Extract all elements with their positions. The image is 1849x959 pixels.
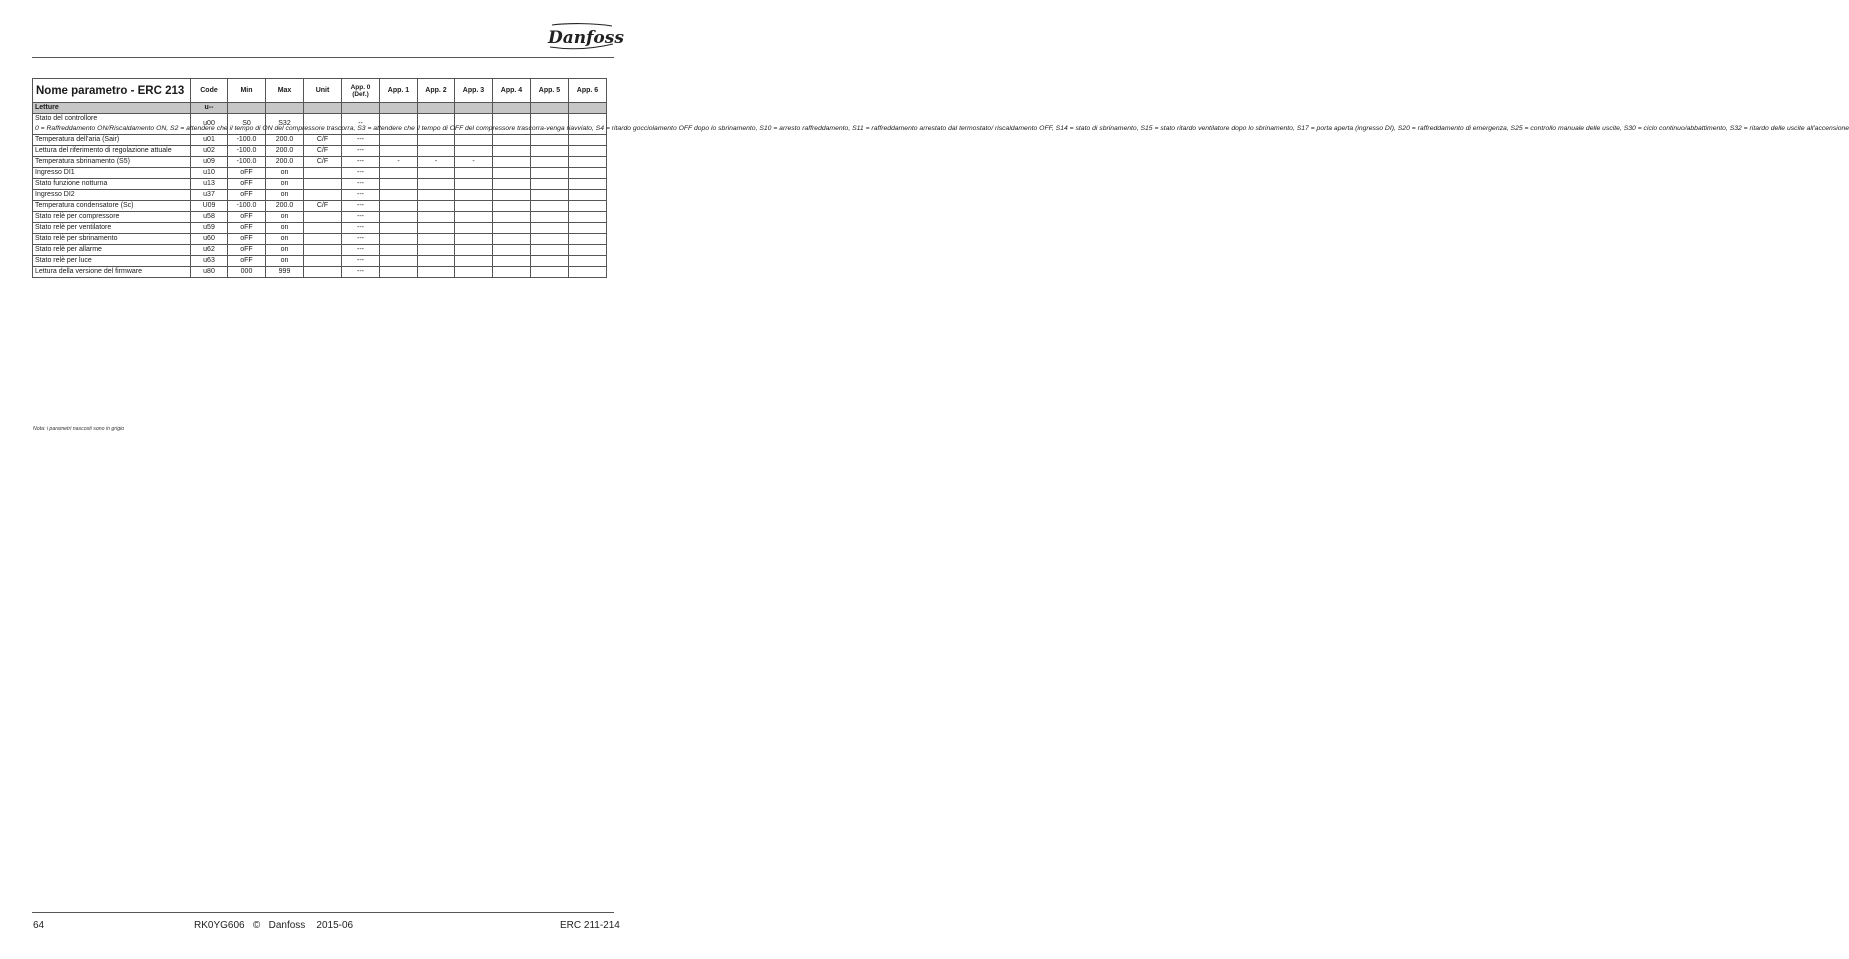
cell-app4 xyxy=(493,190,531,201)
cell-app3 xyxy=(455,201,493,212)
section-code: u-- xyxy=(191,103,228,114)
table-row xyxy=(33,157,607,168)
stato-title: Stato del controllore xyxy=(35,115,98,122)
cell-unit: C/F xyxy=(304,135,342,146)
cell-code: u59 xyxy=(191,223,228,234)
cell-name: Stato relè per luce xyxy=(33,256,191,267)
cell-name: Temperatura sbrinamento (S5) xyxy=(33,157,191,168)
stato-app0: -- xyxy=(342,114,380,135)
cell-max: on xyxy=(266,179,304,190)
parameter-table xyxy=(32,78,1849,278)
cell-app5 xyxy=(531,267,569,278)
header-unit: Unit xyxy=(304,79,342,103)
cell-app4 xyxy=(493,146,531,157)
table-row xyxy=(33,234,607,245)
header-app4: App. 4 xyxy=(493,79,531,103)
header-app5: App. 5 xyxy=(531,79,569,103)
cell-code: u58 xyxy=(191,212,228,223)
cell-min: oFF xyxy=(228,168,266,179)
cell-app0: --- xyxy=(342,256,380,267)
cell-app5 xyxy=(531,223,569,234)
cell-max: on xyxy=(266,245,304,256)
cell-app0: --- xyxy=(342,212,380,223)
cell-name: Ingresso DI2 xyxy=(33,190,191,201)
header-app0: App. 0 (Def.) xyxy=(342,79,380,103)
cell-app1 xyxy=(380,245,418,256)
cell-max: 200.0 xyxy=(266,201,304,212)
table-row xyxy=(33,168,607,179)
cell-app6 xyxy=(569,179,607,190)
section-label: Letture xyxy=(33,103,191,114)
cell-app1 xyxy=(380,256,418,267)
cell-min: oFF xyxy=(228,245,266,256)
cell-app5 xyxy=(531,201,569,212)
header-app6: App. 6 xyxy=(569,79,607,103)
stato-description: 0 = Raffreddamento ON/Riscaldamento ON, S2 = attendere che il tempo di ON del compressore trascorra, S3 = attendere che il tempo di OFF del compressore trascorra-venga riavviato, S4 = ritardo gocciolamento OFF dopo lo sbrinamento, S10 = arresto raffreddamento, S11 = raffreddamento arrestato dal termostato/ riscaldamento OFF, S14 = stato di sbrinamento, S15 = stato ritardo ventilatore dopo lo sbrinamento, S17 = porta aperta (ingresso DI), S20 = raffreddamento di emergenza, S25 = controllo manuale delle uscite, S30 = ciclo continuo/abbattimento, S32 = ritardo delle uscite all'accensione xyxy=(35,125,1849,132)
cell-code: u13 xyxy=(191,179,228,190)
cell-app3: - xyxy=(455,157,493,168)
cell-app1 xyxy=(380,135,418,146)
cell-app0: --- xyxy=(342,135,380,146)
cell-app2 xyxy=(418,201,455,212)
cell-max: 200.0 xyxy=(266,135,304,146)
cell-name: Temperatura condensatore (Sc) xyxy=(33,201,191,212)
stato-max: S32 xyxy=(266,114,304,135)
section-row xyxy=(33,103,607,114)
cell-app0: --- xyxy=(342,190,380,201)
cell-max: on xyxy=(266,256,304,267)
cell-code: u01 xyxy=(191,135,228,146)
cell-app5 xyxy=(531,212,569,223)
cell-app6 xyxy=(569,201,607,212)
cell-app6 xyxy=(569,212,607,223)
cell-code: u80 xyxy=(191,267,228,278)
cell-max: on xyxy=(266,168,304,179)
cell-app5 xyxy=(531,234,569,245)
table-note: Nota: i parametri nascosti sono in grigio xyxy=(33,426,125,432)
cell-min: 000 xyxy=(228,267,266,278)
cell-app2 xyxy=(418,267,455,278)
cell-app2 xyxy=(418,190,455,201)
cell-app6 xyxy=(569,234,607,245)
table-row xyxy=(33,267,607,278)
cell-app4 xyxy=(493,234,531,245)
cell-app0: --- xyxy=(342,245,380,256)
cell-app1 xyxy=(380,212,418,223)
cell-unit xyxy=(304,190,342,201)
cell-app6 xyxy=(569,168,607,179)
cell-app5 xyxy=(531,179,569,190)
cell-name: Lettura del riferimento di regolazione attuale xyxy=(33,146,191,157)
cell-name: Stato relè per allarme xyxy=(33,245,191,256)
cell-app6 xyxy=(569,223,607,234)
table-row xyxy=(33,146,607,157)
header-min: Min xyxy=(228,79,266,103)
cell-code: U09 xyxy=(191,201,228,212)
cell-code: u63 xyxy=(191,256,228,267)
cell-app0: --- xyxy=(342,201,380,212)
cell-app5 xyxy=(531,190,569,201)
cell-unit xyxy=(304,267,342,278)
cell-unit xyxy=(304,245,342,256)
cell-min: oFF xyxy=(228,179,266,190)
header-app1: App. 1 xyxy=(380,79,418,103)
cell-app2 xyxy=(418,212,455,223)
cell-max: 200.0 xyxy=(266,146,304,157)
cell-name: Stato relè per sbrinamento xyxy=(33,234,191,245)
cell-name: Ingresso DI1 xyxy=(33,168,191,179)
svg-text:Danfoss: Danfoss xyxy=(548,28,624,48)
cell-app1 xyxy=(380,223,418,234)
cell-app0: --- xyxy=(342,157,380,168)
cell-app4 xyxy=(493,223,531,234)
cell-app0: --- xyxy=(342,168,380,179)
cell-app1 xyxy=(380,234,418,245)
cell-app2 xyxy=(418,223,455,234)
header-app2: App. 2 xyxy=(418,79,455,103)
cell-app3 xyxy=(455,168,493,179)
cell-app2 xyxy=(418,179,455,190)
cell-min: -100.0 xyxy=(228,135,266,146)
cell-app5 xyxy=(531,146,569,157)
cell-name: Stato funzione notturna xyxy=(33,179,191,190)
cell-app4 xyxy=(493,212,531,223)
cell-app6 xyxy=(569,146,607,157)
cell-app6 xyxy=(569,135,607,146)
header-divider xyxy=(32,57,614,58)
table-title: Nome parametro - ERC 213 xyxy=(33,79,191,103)
table-header-row xyxy=(33,79,607,103)
cell-code: u37 xyxy=(191,190,228,201)
table-row xyxy=(33,223,607,234)
cell-app3 xyxy=(455,212,493,223)
cell-min: oFF xyxy=(228,256,266,267)
cell-app0: --- xyxy=(342,267,380,278)
cell-app2 xyxy=(418,256,455,267)
cell-app4 xyxy=(493,201,531,212)
cell-code: u09 xyxy=(191,157,228,168)
cell-app1 xyxy=(380,179,418,190)
cell-unit xyxy=(304,223,342,234)
cell-min: oFF xyxy=(228,190,266,201)
cell-max: on xyxy=(266,223,304,234)
cell-min: oFF xyxy=(228,234,266,245)
cell-unit xyxy=(304,256,342,267)
stato-min: S0 xyxy=(228,114,266,135)
cell-app0: --- xyxy=(342,223,380,234)
cell-app3 xyxy=(455,223,493,234)
table-row xyxy=(33,201,607,212)
document-info: RK0YG606 © Danfoss 2015-06 xyxy=(194,920,354,931)
cell-app0: --- xyxy=(342,179,380,190)
cell-code: u62 xyxy=(191,245,228,256)
cell-name: Temperatura dell'aria (Sair) xyxy=(33,135,191,146)
cell-min: oFF xyxy=(228,212,266,223)
cell-app3 xyxy=(455,256,493,267)
cell-app1 xyxy=(380,168,418,179)
cell-app3 xyxy=(455,179,493,190)
cell-app1 xyxy=(380,201,418,212)
cell-app5 xyxy=(531,157,569,168)
cell-app4 xyxy=(493,168,531,179)
cell-app5 xyxy=(531,135,569,146)
cell-app6 xyxy=(569,256,607,267)
cell-unit: C/F xyxy=(304,146,342,157)
header-max: Max xyxy=(266,79,304,103)
cell-name: Stato relè per compressore xyxy=(33,212,191,223)
cell-app6 xyxy=(569,245,607,256)
cell-app4 xyxy=(493,256,531,267)
cell-app4 xyxy=(493,179,531,190)
cell-min: -100.0 xyxy=(228,157,266,168)
table-row xyxy=(33,135,607,146)
cell-max: on xyxy=(266,234,304,245)
cell-app0: --- xyxy=(342,146,380,157)
table-row xyxy=(33,245,607,256)
table-row xyxy=(33,179,607,190)
cell-unit: C/F xyxy=(304,157,342,168)
cell-min: -100.0 xyxy=(228,146,266,157)
cell-unit xyxy=(304,234,342,245)
cell-app2 xyxy=(418,168,455,179)
cell-app1 xyxy=(380,146,418,157)
cell-max: 999 xyxy=(266,267,304,278)
cell-min: oFF xyxy=(228,223,266,234)
cell-app2 xyxy=(418,245,455,256)
cell-app3 xyxy=(455,135,493,146)
cell-unit xyxy=(304,179,342,190)
danfoss-logo xyxy=(546,22,624,52)
cell-code: u10 xyxy=(191,168,228,179)
table-row-stato xyxy=(33,114,607,135)
header-app3: App. 3 xyxy=(455,79,493,103)
cell-code: u60 xyxy=(191,234,228,245)
cell-name: Stato relè per ventilatore xyxy=(33,223,191,234)
cell-app5 xyxy=(531,245,569,256)
cell-unit: C/F xyxy=(304,201,342,212)
cell-max: on xyxy=(266,212,304,223)
cell-code: u02 xyxy=(191,146,228,157)
footer-divider xyxy=(32,912,614,913)
cell-app4 xyxy=(493,267,531,278)
cell-app3 xyxy=(455,267,493,278)
cell-app5 xyxy=(531,168,569,179)
cell-app1 xyxy=(380,267,418,278)
cell-app6 xyxy=(569,267,607,278)
page-number: 64 xyxy=(33,920,45,931)
cell-app0: --- xyxy=(342,234,380,245)
cell-app2 xyxy=(418,234,455,245)
cell-app2 xyxy=(418,146,455,157)
cell-app2 xyxy=(418,135,455,146)
header-code: Code xyxy=(191,79,228,103)
cell-app6 xyxy=(569,157,607,168)
table-row xyxy=(33,256,607,267)
cell-min: -100.0 xyxy=(228,201,266,212)
cell-app4 xyxy=(493,245,531,256)
cell-max: 200.0 xyxy=(266,157,304,168)
table-row xyxy=(33,190,607,201)
cell-app4 xyxy=(493,135,531,146)
cell-app3 xyxy=(455,190,493,201)
cell-unit xyxy=(304,212,342,223)
cell-app3 xyxy=(455,146,493,157)
table-row xyxy=(33,212,607,223)
cell-name: Lettura della versione del firmware xyxy=(33,267,191,278)
product-name: ERC 211-214 xyxy=(560,920,620,931)
cell-max: on xyxy=(266,190,304,201)
cell-app3 xyxy=(455,234,493,245)
cell-app5 xyxy=(531,256,569,267)
cell-app1 xyxy=(380,190,418,201)
cell-app1: - xyxy=(380,157,418,168)
cell-app4 xyxy=(493,157,531,168)
cell-app6 xyxy=(569,190,607,201)
cell-app2: - xyxy=(418,157,455,168)
cell-app3 xyxy=(455,245,493,256)
stato-code: u00 xyxy=(191,114,228,135)
cell-unit xyxy=(304,168,342,179)
